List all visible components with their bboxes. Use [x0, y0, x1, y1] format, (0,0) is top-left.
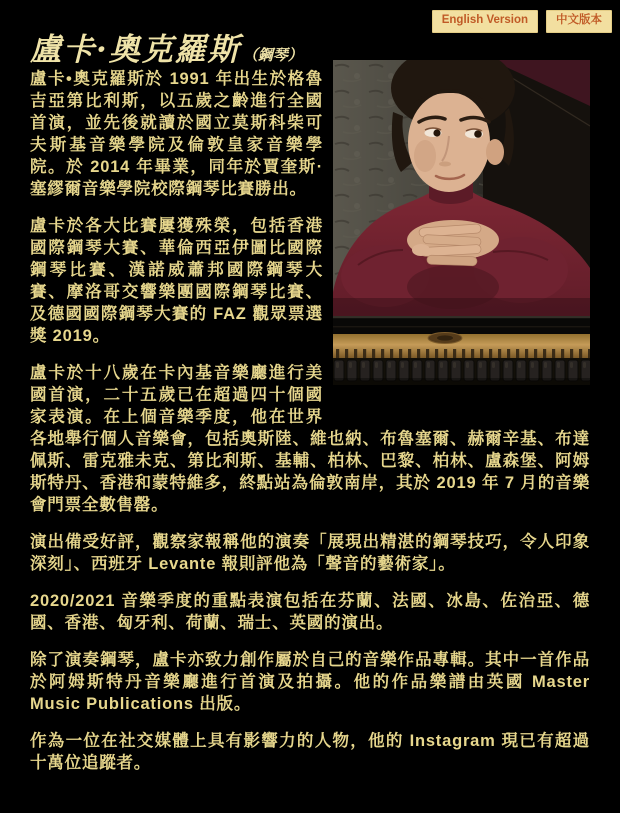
pianist-portrait-illustration [333, 60, 590, 385]
piano-tuning-pins [333, 349, 590, 358]
chinese-version-button[interactable]: 中文版本 [546, 10, 612, 33]
bio-content [30, 60, 590, 789]
ear [486, 139, 504, 165]
language-switcher [432, 10, 612, 33]
page-title: 盧卡·奧克羅斯 [30, 32, 241, 68]
page-title-suffix: （鋼琴） [242, 46, 303, 64]
bio-paragraph-6: 除了演奏鋼琴，盧卡亦致力創作屬於自己的音樂作品專輯。其中一首作品於阿姆斯特丹音樂廳進行首演及拍攝。他的作品樂譜由英國 Master Music Publications 出版。 [30, 651, 590, 713]
bio-paragraph-2: 盧卡於各大比賽屢獲殊榮，包括香港國際鋼琴大賽、華倫西亞伊圖比國際鋼琴比賽、漢諾威蕭邦國際鋼琴大賽、摩洛哥交響樂團國際鋼琴比賽、及德國國際鋼琴大賽的 FAZ 觀眾票選獎 2019。 [30, 217, 323, 345]
bio-paragraph-1: 盧卡•奧克羅斯於 1991 年出生於格魯吉亞第比利斯，以五歲之齡進行全國首演，並先後就讀於國立莫斯科柴可夫斯基音樂學院及倫敦皇家音樂學院。於 2014 年畢業，同年於賈奎斯·塞繆爾音樂學院校際鋼琴比賽勝出。 [30, 70, 323, 198]
artist-photo [333, 60, 590, 385]
piano-interior [333, 316, 590, 385]
bio-paragraph-3: 盧卡於十八歲在卡內基音樂廳進行美國首演，二十五歲已在超過四十個國家表演。在上個音樂季度，他在世界各地舉行個人音樂會，包括奧斯陸、維也納、布魯塞爾、赫爾辛基、布達佩斯、雷克雅未克、第比利斯、基輔、柏林、巴黎、柏林、盧森堡、阿姆斯特丹、香港和蒙特維多，終點站為倫敦南岸，其於 2019 年 7 月的音樂會門票全數售罄。 [30, 364, 590, 514]
bio-paragraph-7: 作為一位在社交媒體上具有影響力的人物，他的 Instagram 現已有超過十萬位追蹤者。 [30, 732, 590, 772]
bio-paragraph-4: 演出備受好評，觀察家報稱他的演奏「展現出精湛的鋼琴技巧，令人印象深刻」、西班牙 Levante 報則評他為「聲音的藝術家」。 [30, 533, 590, 573]
english-version-button[interactable]: English Version [432, 10, 538, 33]
bio-paragraph-5: 2020/2021 音樂季度的重點表演包括在芬蘭、法國、冰島、佐治亞、德國、香港、匈牙利、荷蘭、瑞士、英國的演出。 [30, 592, 590, 632]
